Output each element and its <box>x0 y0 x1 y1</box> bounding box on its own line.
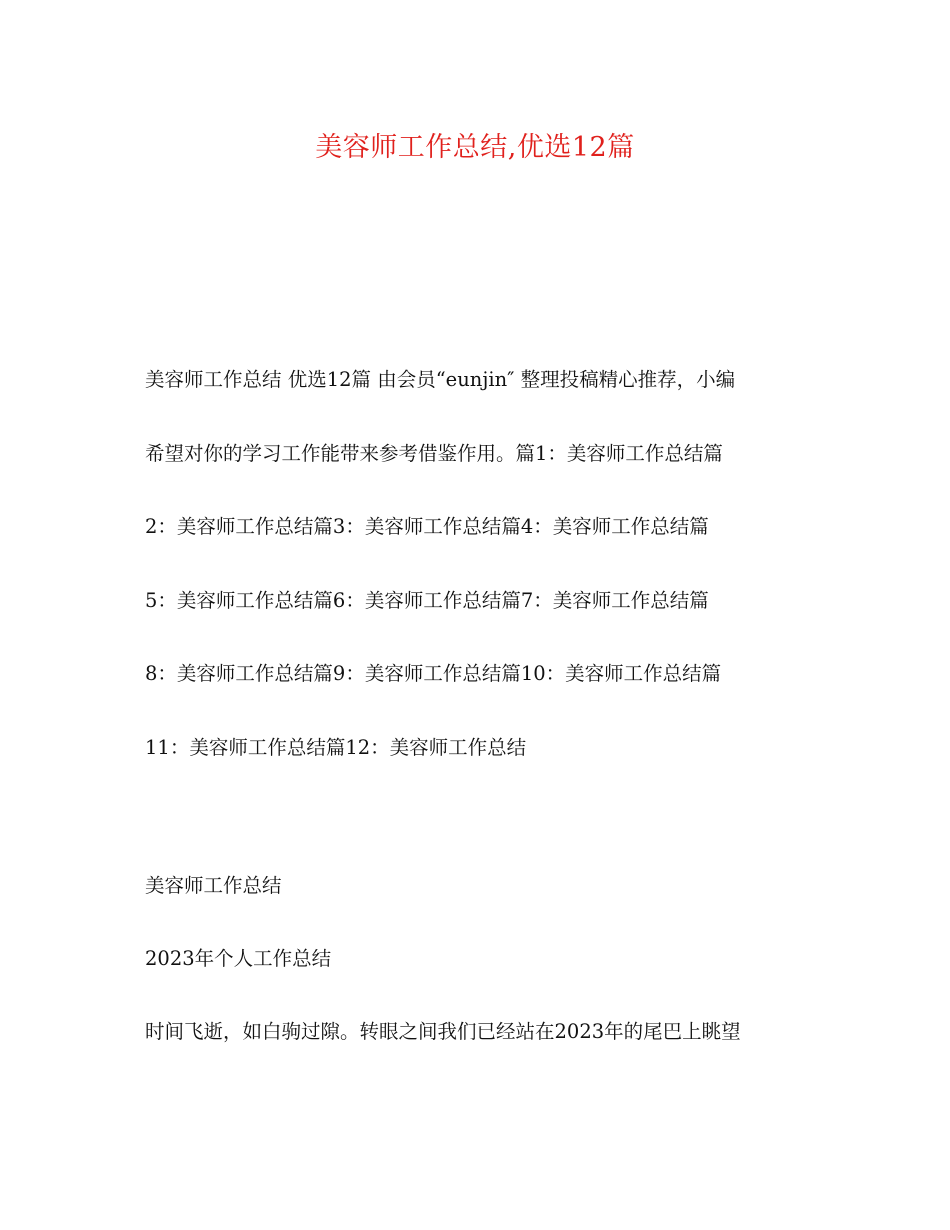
intro-line: 5：美容师工作总结篇6：美容师工作总结篇7：美容师工作总结篇 <box>145 588 709 612</box>
paragraph-line: 时间飞逝，如白驹过隙。转眼之间我们已经站在2023年的尾巴上眺望 <box>145 1020 741 1043</box>
intro-line: 8：美容师工作总结篇9：美容师工作总结篇10：美容师工作总结篇 <box>145 662 722 685</box>
intro-line: 2：美容师工作总结篇3：美容师工作总结篇4：美容师工作总结篇 <box>145 515 709 538</box>
subheading: 2023年个人工作总结 <box>145 947 332 970</box>
intro-line: 希望对你的学习工作能带来参考借鉴作用。篇1：美容师工作总结篇 <box>145 441 723 465</box>
body-section <box>145 867 825 1086</box>
intro-paragraph <box>145 361 825 802</box>
section-heading: 美容师工作总结 <box>145 874 282 897</box>
intro-line: 美容师工作总结 优选12篇 由会员“eunjin″ 整理投稿精心推荐，小编 <box>145 368 736 391</box>
intro-line: 11：美容师工作总结篇12：美容师工作总结 <box>145 735 527 759</box>
document-title: 美容师工作总结,优选12篇 <box>315 132 635 163</box>
